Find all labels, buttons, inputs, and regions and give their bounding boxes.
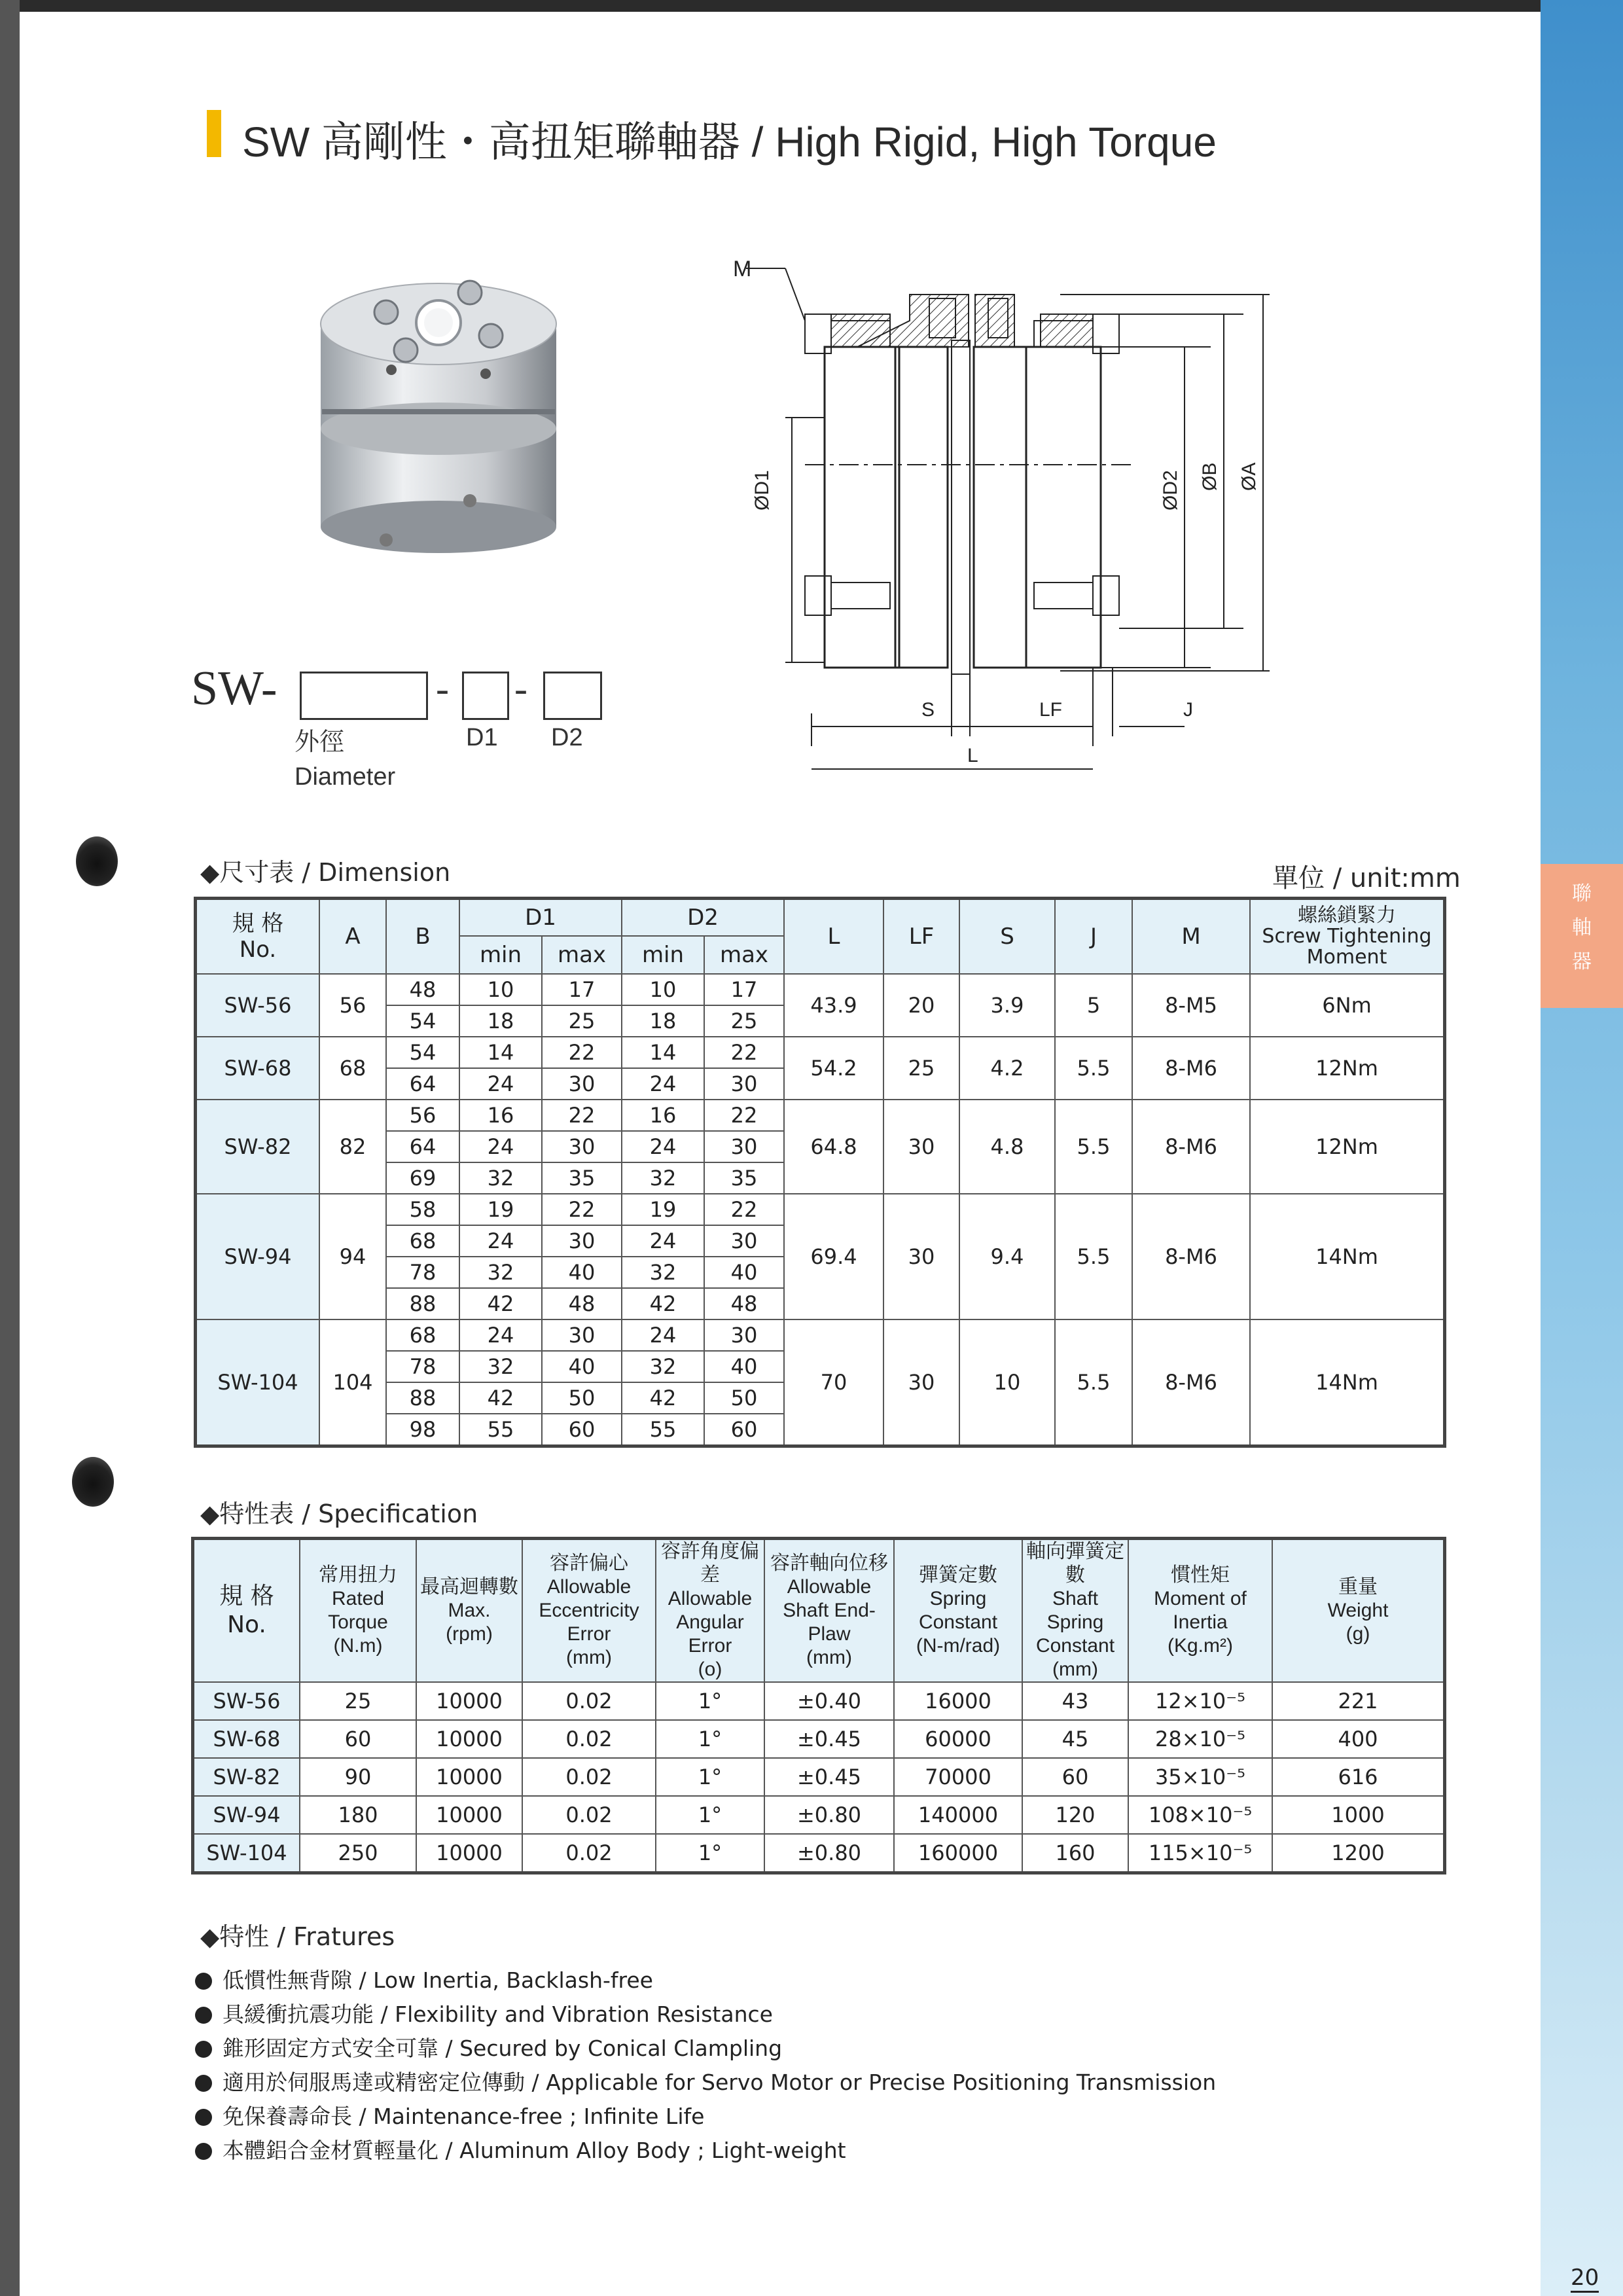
dimension-cell: 40 xyxy=(542,1257,622,1288)
dimension-cell: 4.2 xyxy=(959,1037,1055,1100)
spec-col-header: 常用扭力 Rated Torque (N.m) xyxy=(300,1539,416,1683)
col-torque: 螺絲鎖緊力 Screw Tightening Moment xyxy=(1250,899,1445,975)
spec-cell: ±0.45 xyxy=(764,1720,894,1758)
spec-cell: 1° xyxy=(656,1720,764,1758)
page-title: SW 高剛性・高扭矩聯軸器 / High Rigid, High Torque xyxy=(242,118,1217,166)
dimension-cell: 43.9 xyxy=(784,974,883,1037)
label-a: ØA xyxy=(1238,462,1260,491)
col-m: M xyxy=(1132,899,1250,975)
dimension-cell: 5 xyxy=(1055,974,1132,1037)
code-label-diameter-en: Diameter xyxy=(294,763,396,791)
dimension-cell: 50 xyxy=(542,1382,622,1414)
dimension-cell: 55 xyxy=(622,1414,704,1446)
feature-text: 本體鋁合金材質輕量化 / Aluminum Alloy Body ; Light-weight xyxy=(223,2138,846,2163)
dimension-cell: 32 xyxy=(459,1351,542,1382)
col-lf: LF xyxy=(883,899,959,975)
dimension-cell: 10 xyxy=(459,974,542,1005)
dimension-cell: 20 xyxy=(883,974,959,1037)
dimension-cell: 60 xyxy=(542,1414,622,1446)
code-box-d1 xyxy=(462,672,509,720)
col-j: J xyxy=(1055,899,1132,975)
spec-cell: 1° xyxy=(656,1834,764,1873)
dimension-cell: 32 xyxy=(459,1257,542,1288)
code-dash: - xyxy=(436,667,449,710)
dimension-cell: 4.8 xyxy=(959,1100,1055,1194)
dimension-cell: 30 xyxy=(542,1225,622,1257)
features-list xyxy=(195,1964,1216,2168)
spec-cell: 0.02 xyxy=(522,1796,656,1834)
dimension-cell: 22 xyxy=(704,1194,784,1225)
code-box-d2 xyxy=(543,672,602,720)
spec-cell: 90 xyxy=(300,1758,416,1796)
title-accent-bar xyxy=(207,110,221,157)
dimension-cell: 88 xyxy=(386,1288,459,1319)
dimension-cell: 22 xyxy=(704,1100,784,1131)
feature-item xyxy=(195,2100,1216,2134)
feature-text: 免保養壽命長 / Maintenance-free ; Infinite Life xyxy=(223,2104,705,2129)
spec-cell: 115×10⁻⁵ xyxy=(1128,1834,1272,1873)
dimension-row xyxy=(196,1037,1445,1068)
feature-text: 錐形固定方式安全可靠 / Secured by Conical Clampling xyxy=(223,2036,783,2061)
spec-col-header: 容許偏心 Allowable Eccentricity Error (mm) xyxy=(522,1539,656,1683)
dimension-row xyxy=(196,1194,1445,1225)
dimension-cell: 42 xyxy=(622,1382,704,1414)
spec-col-header: 最高迴轉數 Max. (rpm) xyxy=(416,1539,522,1683)
label-j: J xyxy=(1183,699,1193,721)
spec-cell: ±0.80 xyxy=(764,1834,894,1873)
spec-cell: 1° xyxy=(656,1758,764,1796)
dimension-cell: 24 xyxy=(459,1131,542,1162)
dimension-cell: 14 xyxy=(622,1037,704,1068)
dimension-cell: 48 xyxy=(704,1288,784,1319)
spec-cell: 60 xyxy=(300,1720,416,1758)
spec-cell: 221 xyxy=(1272,1682,1445,1720)
spec-cell: 35×10⁻⁵ xyxy=(1128,1758,1272,1796)
code-label-d1: D1 xyxy=(466,724,498,751)
dimension-cell: 22 xyxy=(542,1194,622,1225)
label-d1: ØD1 xyxy=(751,470,773,511)
spec-cell: 0.02 xyxy=(522,1720,656,1758)
col-a: A xyxy=(319,899,386,975)
dimension-cell: 40 xyxy=(704,1351,784,1382)
dimension-cell: 60 xyxy=(704,1414,784,1446)
dimension-cell: 35 xyxy=(542,1162,622,1194)
spec-cell: 10000 xyxy=(416,1682,522,1720)
spec-cell: SW-68 xyxy=(193,1720,300,1758)
spec-col-header: 容許角度偏差 Allowable Angular Error (o) xyxy=(656,1539,764,1683)
dimension-cell: 14 xyxy=(459,1037,542,1068)
label-lf: LF xyxy=(1039,699,1063,721)
dimension-cell: 35 xyxy=(704,1162,784,1194)
dimension-cell: 70 xyxy=(784,1319,883,1446)
spec-col-header: 規 格 No. xyxy=(193,1539,300,1683)
dimension-cell: 104 xyxy=(319,1319,386,1446)
dimension-cell: 32 xyxy=(622,1162,704,1194)
spec-cell: 140000 xyxy=(894,1796,1022,1834)
spec-cell: 160000 xyxy=(894,1834,1022,1873)
dimension-cell: 19 xyxy=(622,1194,704,1225)
dimension-heading: ◆尺寸表 / Dimension xyxy=(200,858,451,887)
dimension-cell: 30 xyxy=(704,1068,784,1100)
dimension-cell: 54 xyxy=(386,1037,459,1068)
dimension-cell: 14Nm xyxy=(1250,1319,1445,1446)
dimension-cell: 24 xyxy=(459,1068,542,1100)
dimension-cell: 8-M6 xyxy=(1132,1319,1250,1446)
scan-edge-top xyxy=(0,0,1623,12)
spec-cell: SW-82 xyxy=(193,1758,300,1796)
dimension-cell: 16 xyxy=(622,1100,704,1131)
dimension-cell: 8-M6 xyxy=(1132,1100,1250,1194)
dimension-cell: 82 xyxy=(319,1100,386,1194)
dimension-cell: 98 xyxy=(386,1414,459,1446)
code-dash: - xyxy=(514,667,527,710)
dimension-cell: 32 xyxy=(622,1351,704,1382)
bullet-icon xyxy=(195,2075,212,2092)
feature-text: 低慣性無背隙 / Low Inertia, Backlash-free xyxy=(223,1967,653,1993)
col-d1-max: max xyxy=(542,936,622,974)
dimension-cell: 48 xyxy=(542,1288,622,1319)
dimension-cell: 24 xyxy=(622,1131,704,1162)
spec-cell: 400 xyxy=(1272,1720,1445,1758)
dimension-cell: 8-M6 xyxy=(1132,1037,1250,1100)
dimension-cell: 24 xyxy=(459,1319,542,1351)
dimension-cell: 64 xyxy=(386,1131,459,1162)
spec-cell: 0.02 xyxy=(522,1758,656,1796)
dimension-cell: 42 xyxy=(459,1288,542,1319)
dimension-row xyxy=(196,1319,1445,1351)
spec-row xyxy=(193,1796,1445,1834)
dimension-cell: 8-M5 xyxy=(1132,974,1250,1037)
dimension-cell: 54 xyxy=(386,1005,459,1037)
spec-cell: 45 xyxy=(1022,1720,1128,1758)
spec-cell: 0.02 xyxy=(522,1834,656,1873)
dimension-cell: 78 xyxy=(386,1351,459,1382)
features-heading: ◆特性 / Fratures xyxy=(200,1922,395,1951)
spec-cell: 25 xyxy=(300,1682,416,1720)
feature-text: 具緩衝抗震功能 / Flexibility and Vibration Resistance xyxy=(223,2001,773,2027)
code-box-diameter xyxy=(300,672,428,720)
dimension-cell: 64 xyxy=(386,1068,459,1100)
dimension-cell: 18 xyxy=(622,1005,704,1037)
dimension-cell: 30 xyxy=(704,1225,784,1257)
dimension-cell: 69 xyxy=(386,1162,459,1194)
page-number: 20 xyxy=(1571,2265,1599,2293)
dimension-cell: 12Nm xyxy=(1250,1100,1445,1194)
spec-row xyxy=(193,1682,1445,1720)
dimension-cell: 17 xyxy=(704,974,784,1005)
col-l: L xyxy=(784,899,883,975)
dimension-cell: 17 xyxy=(542,974,622,1005)
spec-cell: 1000 xyxy=(1272,1796,1445,1834)
dimension-cell: 3.9 xyxy=(959,974,1055,1037)
dimension-cell: 30 xyxy=(883,1194,959,1319)
dimension-cell: 24 xyxy=(622,1068,704,1100)
spec-cell: ±0.80 xyxy=(764,1796,894,1834)
dimension-cell: 56 xyxy=(386,1100,459,1131)
side-category-tab xyxy=(1541,864,1623,1008)
specification-heading: ◆特性表 / Specification xyxy=(200,1499,478,1528)
label-s: S xyxy=(921,699,935,721)
spec-cell: 120 xyxy=(1022,1796,1128,1834)
dimension-cell: 9.4 xyxy=(959,1194,1055,1319)
col-d1-min: min xyxy=(459,936,542,974)
dimension-cell: SW-56 xyxy=(196,974,320,1037)
dimension-cell: 18 xyxy=(459,1005,542,1037)
scan-edge-left xyxy=(0,0,20,2296)
spec-cell: 10000 xyxy=(416,1758,522,1796)
col-b: B xyxy=(386,899,459,975)
dimension-cell: 5.5 xyxy=(1055,1100,1132,1194)
order-code-prefix: SW- xyxy=(191,662,277,715)
feature-item xyxy=(195,2134,1216,2168)
bullet-icon xyxy=(195,2041,212,2058)
spec-cell: 60 xyxy=(1022,1758,1128,1796)
dimension-cell: 68 xyxy=(386,1319,459,1351)
dimension-cell: SW-68 xyxy=(196,1037,320,1100)
spec-cell: 10000 xyxy=(416,1796,522,1834)
spec-cell: 0.02 xyxy=(522,1682,656,1720)
dimension-cell: SW-104 xyxy=(196,1319,320,1446)
col-no: 規 格 No. xyxy=(196,899,320,975)
dimension-cell: 42 xyxy=(622,1288,704,1319)
dimension-cell: SW-94 xyxy=(196,1194,320,1319)
col-d2: D2 xyxy=(622,899,784,937)
dimension-cell: 68 xyxy=(386,1225,459,1257)
dimension-cell: 5.5 xyxy=(1055,1037,1132,1100)
dimension-row xyxy=(196,974,1445,1005)
dimension-cell: 19 xyxy=(459,1194,542,1225)
dimension-cell: 42 xyxy=(459,1382,542,1414)
dimension-cell: 22 xyxy=(704,1037,784,1068)
spec-cell: 180 xyxy=(300,1796,416,1834)
spec-cell: 250 xyxy=(300,1834,416,1873)
side-tab-char: 器 xyxy=(1572,950,1592,973)
spec-cell: 10000 xyxy=(416,1834,522,1873)
dimension-cell: 14Nm xyxy=(1250,1194,1445,1319)
dimension-cell: 55 xyxy=(459,1414,542,1446)
dimension-cell: 32 xyxy=(622,1257,704,1288)
spec-cell: 1° xyxy=(656,1796,764,1834)
spec-cell: 1° xyxy=(656,1682,764,1720)
code-label-diameter-cn: 外徑 xyxy=(294,728,345,756)
dimension-cell: 58 xyxy=(386,1194,459,1225)
col-s: S xyxy=(959,899,1055,975)
spec-col-header: 彈簧定數 Spring Constant (N-m/rad) xyxy=(894,1539,1022,1683)
spec-row xyxy=(193,1834,1445,1873)
dimension-cell: 50 xyxy=(704,1382,784,1414)
spec-cell: 1200 xyxy=(1272,1834,1445,1873)
dimension-row xyxy=(196,1100,1445,1131)
unit-label: 單位 / unit:mm xyxy=(1272,863,1461,893)
dimension-cell: 40 xyxy=(704,1257,784,1288)
spec-row xyxy=(193,1720,1445,1758)
dimension-cell: 30 xyxy=(704,1131,784,1162)
spec-col-header: 慣性矩 Moment of Inertia (Kg.m²) xyxy=(1128,1539,1272,1683)
spec-cell: SW-94 xyxy=(193,1796,300,1834)
spec-cell: ±0.40 xyxy=(764,1682,894,1720)
spec-cell: 108×10⁻⁵ xyxy=(1128,1796,1272,1834)
dimension-cell: 10 xyxy=(622,974,704,1005)
bullet-icon xyxy=(195,2143,212,2160)
spec-cell: 70000 xyxy=(894,1758,1022,1796)
spec-cell: ±0.45 xyxy=(764,1758,894,1796)
dimension-cell: 22 xyxy=(542,1037,622,1068)
dimension-table xyxy=(194,897,1446,1448)
label-m: M xyxy=(733,257,752,281)
col-d1: D1 xyxy=(459,899,622,937)
dimension-cell: 8-M6 xyxy=(1132,1194,1250,1319)
feature-item xyxy=(195,2032,1216,2066)
feature-text: 適用於伺服馬達或精密定位傳動 / Applicable for Servo Motor or Precise Positioning Transmission xyxy=(223,2070,1217,2095)
dimension-cell: 24 xyxy=(459,1225,542,1257)
side-tab-char: 軸 xyxy=(1572,916,1592,939)
spec-cell: 12×10⁻⁵ xyxy=(1128,1682,1272,1720)
dimension-cell: 22 xyxy=(542,1100,622,1131)
spec-col-header: 軸向彈簧定數 Shaft Spring Constant (mm) xyxy=(1022,1539,1128,1683)
dimension-cell: 78 xyxy=(386,1257,459,1288)
dimension-cell: 5.5 xyxy=(1055,1194,1132,1319)
spec-cell: 16000 xyxy=(894,1682,1022,1720)
spec-col-header: 重量 Weight (g) xyxy=(1272,1539,1445,1683)
dimension-cell: 16 xyxy=(459,1100,542,1131)
dimension-cell: 5.5 xyxy=(1055,1319,1132,1446)
col-d2-max: max xyxy=(704,936,784,974)
dimension-cell: 30 xyxy=(883,1100,959,1194)
feature-item xyxy=(195,1964,1216,1998)
dimension-cell: 24 xyxy=(622,1225,704,1257)
dimension-cell: 64.8 xyxy=(784,1100,883,1194)
dimension-cell: 6Nm xyxy=(1250,974,1445,1037)
dimension-cell: 24 xyxy=(622,1319,704,1351)
side-decor-band xyxy=(1541,0,1623,2296)
dimension-cell: 32 xyxy=(459,1162,542,1194)
feature-item xyxy=(195,1998,1216,2032)
binder-hole xyxy=(76,836,118,886)
binder-hole xyxy=(72,1457,114,1507)
col-d2-min: min xyxy=(622,936,704,974)
label-b: ØB xyxy=(1199,462,1221,491)
dimension-cell: 48 xyxy=(386,974,459,1005)
dimension-cell: 25 xyxy=(704,1005,784,1037)
bullet-icon xyxy=(195,1973,212,1990)
dimension-cell: 30 xyxy=(542,1068,622,1100)
coupling-photo xyxy=(308,252,569,553)
dimension-cell: 30 xyxy=(883,1319,959,1446)
spec-row xyxy=(193,1758,1445,1796)
dimension-cell: 69.4 xyxy=(784,1194,883,1319)
spec-cell: SW-104 xyxy=(193,1834,300,1873)
dimension-cell: 56 xyxy=(319,974,386,1037)
spec-cell: 616 xyxy=(1272,1758,1445,1796)
dimension-cell: 30 xyxy=(542,1319,622,1351)
dimension-cell: 68 xyxy=(319,1037,386,1100)
spec-cell: SW-56 xyxy=(193,1682,300,1720)
dimension-cell: 12Nm xyxy=(1250,1037,1445,1100)
dimension-cell: 54.2 xyxy=(784,1037,883,1100)
label-l: L xyxy=(967,745,978,766)
spec-cell: 10000 xyxy=(416,1720,522,1758)
dimension-cell: 10 xyxy=(959,1319,1055,1446)
spec-col-header: 容許軸向位移 Allowable Shaft End-Plaw (mm) xyxy=(764,1539,894,1683)
dimension-cell: 25 xyxy=(542,1005,622,1037)
feature-item xyxy=(195,2066,1216,2100)
dimension-cell: 94 xyxy=(319,1194,386,1319)
spec-cell: 43 xyxy=(1022,1682,1128,1720)
dimension-cell: 40 xyxy=(542,1351,622,1382)
bullet-icon xyxy=(195,2109,212,2126)
side-tab-char: 聯 xyxy=(1572,882,1592,905)
specification-table xyxy=(191,1537,1446,1874)
spec-cell: 160 xyxy=(1022,1834,1128,1873)
dimension-cell: 88 xyxy=(386,1382,459,1414)
spec-cell: 60000 xyxy=(894,1720,1022,1758)
dimension-cell: 25 xyxy=(883,1037,959,1100)
code-label-d2: D2 xyxy=(551,724,583,751)
label-d2: ØD2 xyxy=(1160,470,1181,511)
dimension-cell: SW-82 xyxy=(196,1100,320,1194)
spec-cell: 28×10⁻⁵ xyxy=(1128,1720,1272,1758)
dimension-cell: 30 xyxy=(704,1319,784,1351)
dimension-cell: 30 xyxy=(542,1131,622,1162)
bullet-icon xyxy=(195,2007,212,2024)
coupling-section-drawing xyxy=(726,249,1276,779)
